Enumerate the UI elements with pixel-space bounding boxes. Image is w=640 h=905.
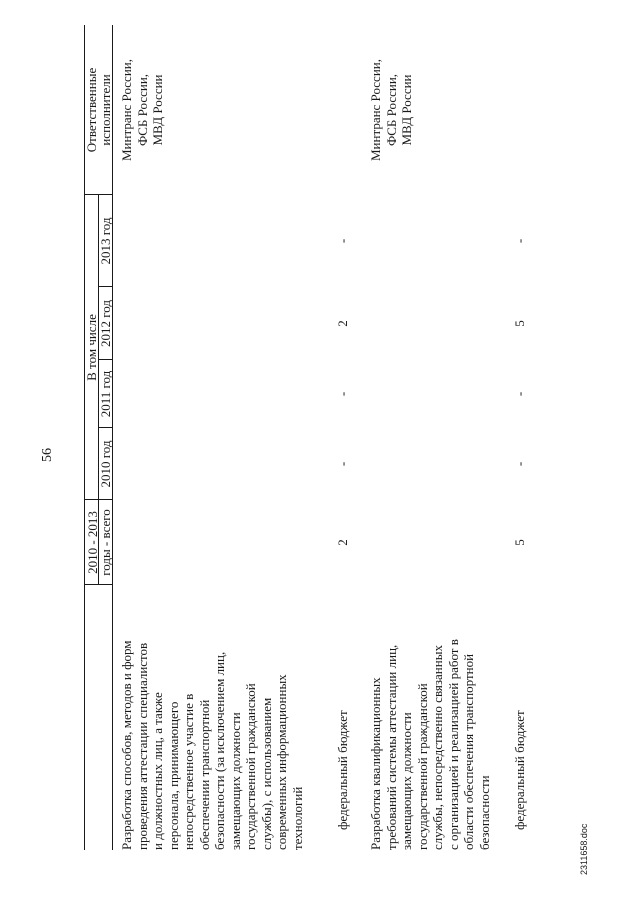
row-2-value-2012: 5 bbox=[512, 320, 527, 327]
document-code: 2311658.doc bbox=[579, 823, 589, 875]
header-executors-line-1: Ответственные bbox=[84, 67, 99, 153]
row-2-value-2010: - bbox=[512, 461, 527, 467]
header-executors-line-2: исполнители bbox=[98, 74, 113, 146]
row-2-description-line: требований системы аттестации лиц, bbox=[383, 644, 399, 850]
row-2-total: 5 bbox=[512, 539, 527, 546]
row-1-description-line: персонала, принимающего bbox=[165, 701, 181, 850]
row-1-description bbox=[119, 640, 305, 850]
row-2-executor: Минтранс России, bbox=[368, 59, 383, 161]
row-1-description-line: непосредственное участие в bbox=[181, 693, 196, 850]
row-1-value-2012: 2 bbox=[335, 320, 350, 327]
row-1-description-line: замещающих должности bbox=[227, 712, 243, 850]
row-1-description-line: обеспечении транспортной bbox=[196, 699, 212, 850]
row-2-description bbox=[368, 639, 492, 850]
row-1-description-line: технологий bbox=[289, 786, 305, 850]
row-2-description-line: государственной гражданской bbox=[414, 683, 430, 850]
row-2-description-line: службы, непосредственно связанных bbox=[430, 645, 445, 850]
header-including: В том числе bbox=[84, 314, 99, 381]
row-1-description-line: государственной гражданской bbox=[243, 683, 258, 850]
header-year-2010: 2010 год bbox=[98, 440, 113, 488]
row-1-value-2013: - bbox=[335, 238, 350, 244]
row-2-executor: ФСБ России, bbox=[383, 73, 399, 147]
row-1-value-2011: - bbox=[335, 391, 350, 397]
header-year-2012: 2012 год bbox=[98, 300, 113, 347]
row-1-executor: Минтранс России, bbox=[119, 59, 134, 161]
row-1-total: 2 bbox=[335, 539, 350, 546]
row-1-description-line: и должностных лиц, а также bbox=[150, 692, 165, 850]
row-1-value-2010: - bbox=[335, 461, 350, 467]
row-1-description-line: проведения аттестации специалистов bbox=[134, 642, 150, 850]
row-2-description-line: области обеспечения транспортной bbox=[461, 653, 476, 850]
page-number: 56 bbox=[40, 448, 55, 462]
header-total-period: 2010 - 2013 bbox=[85, 511, 100, 574]
row-2-executors bbox=[368, 25, 415, 195]
row-2-description-line: безопасности bbox=[476, 775, 492, 850]
row-1-executor: ФСБ России, bbox=[134, 73, 150, 147]
row-1-description-line: службы), с использованием bbox=[258, 697, 274, 850]
row-2-executor: МВД России bbox=[399, 74, 414, 146]
row-2-value-2011: - bbox=[512, 391, 527, 397]
row-2-budget-label: федеральный бюджет bbox=[512, 710, 527, 830]
row-1-description-line: Разработка способов, методов и форм bbox=[119, 640, 134, 850]
header-total-label: годы - всего bbox=[98, 509, 113, 576]
row-1-description-line: современных информационных bbox=[274, 674, 289, 850]
row-1-description-line: безопасности (за исключением лиц, bbox=[212, 651, 227, 850]
header-year-2011: 2011 год bbox=[98, 370, 113, 418]
row-2-description-line: с организацией и реализацией работ в bbox=[445, 639, 461, 850]
row-1-executors bbox=[119, 25, 166, 195]
row-2-description-line: Разработка квалификационных bbox=[368, 677, 383, 850]
row-1-executor: МВД России bbox=[150, 74, 165, 146]
header-year-2013: 2013 год bbox=[98, 217, 113, 265]
row-2-value-2013: - bbox=[512, 238, 527, 244]
row-1-budget-label: федеральный бюджет bbox=[335, 710, 350, 830]
row-2-description-line: замещающих должности bbox=[399, 712, 414, 850]
